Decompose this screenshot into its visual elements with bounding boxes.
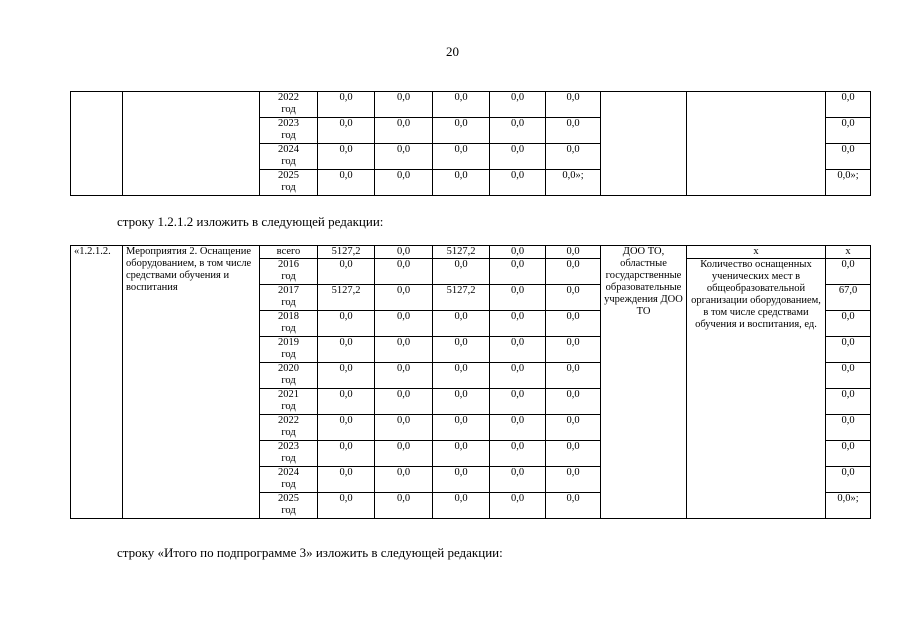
value-cell: 0,0 bbox=[318, 363, 375, 389]
year-cell bbox=[260, 92, 318, 118]
value-cell: 0,0 bbox=[433, 337, 490, 363]
value-cell: 0,0 bbox=[375, 118, 433, 144]
value-cell: 0,0 bbox=[546, 246, 601, 259]
value-cell: 0,0 bbox=[546, 493, 601, 519]
value-cell: 0,0 bbox=[546, 311, 601, 337]
indicator-value-cell: 0,0 bbox=[826, 441, 871, 467]
value-cell: 5127,2 bbox=[433, 246, 490, 259]
indicator-value-cell: 0,0 bbox=[826, 389, 871, 415]
value-cell: 0,0 bbox=[375, 337, 433, 363]
year-unit: год bbox=[281, 271, 296, 282]
year-value: 2024 bbox=[278, 144, 299, 155]
value-cell: 0,0 bbox=[318, 441, 375, 467]
year-unit: год bbox=[281, 427, 296, 438]
year-cell bbox=[260, 337, 318, 363]
value-cell: 0,0 bbox=[490, 118, 546, 144]
year-value: 2024 bbox=[278, 467, 299, 478]
total-label: всего bbox=[260, 246, 318, 259]
value-cell: 0,0 bbox=[433, 389, 490, 415]
continuation-table bbox=[70, 91, 871, 196]
year-unit: год bbox=[281, 182, 296, 193]
indicator-value-cell: 0,0 bbox=[826, 118, 871, 144]
indicator-value-cell: 0,0»; bbox=[826, 170, 871, 196]
year-value: 2021 bbox=[278, 389, 299, 400]
value-cell: 0,0 bbox=[375, 92, 433, 118]
value-cell: 0,0 bbox=[490, 493, 546, 519]
value-cell: 0,0 bbox=[375, 144, 433, 170]
indicator-header: х bbox=[687, 246, 826, 259]
value-cell: 0,0 bbox=[546, 92, 601, 118]
indicator-value-cell: 0,0 bbox=[826, 467, 871, 493]
value-cell: 0,0 bbox=[433, 441, 490, 467]
value-cell: 0,0 bbox=[318, 144, 375, 170]
value-cell: 0,0 bbox=[433, 363, 490, 389]
indicator-value-cell: 67,0 bbox=[826, 285, 871, 311]
year-unit: год bbox=[281, 156, 296, 167]
value-cell: 0,0 bbox=[546, 337, 601, 363]
year-cell bbox=[260, 441, 318, 467]
value-cell: 0,0 bbox=[490, 337, 546, 363]
year-unit: год bbox=[281, 453, 296, 464]
value-cell: 0,0 bbox=[490, 311, 546, 337]
value-cell: 0,0 bbox=[433, 144, 490, 170]
year-value: 2022 bbox=[278, 415, 299, 426]
value-cell: 0,0 bbox=[546, 363, 601, 389]
year-cell bbox=[260, 493, 318, 519]
value-cell: 0,0 bbox=[433, 311, 490, 337]
value-cell: 0,0 bbox=[375, 311, 433, 337]
year-value: 2017 bbox=[278, 285, 299, 296]
executor-cell: ДОО ТО, областные государственные образовательные учреждения ДОО ТО bbox=[601, 246, 687, 519]
instruction-text-2: строку «Итого по подпрограмме 3» изложить в следующей редакции: bbox=[117, 545, 503, 560]
year-cell bbox=[260, 285, 318, 311]
year-value: 2016 bbox=[278, 259, 299, 270]
indicator-value-cell: 0,0 bbox=[826, 363, 871, 389]
value-cell: 0,0 bbox=[375, 415, 433, 441]
year-cell bbox=[260, 311, 318, 337]
value-cell: 5127,2 bbox=[318, 246, 375, 259]
year-cell bbox=[260, 144, 318, 170]
value-cell: 0,0 bbox=[490, 144, 546, 170]
total-row bbox=[71, 246, 871, 259]
value-cell: 0,0 bbox=[375, 441, 433, 467]
value-cell: 0,0 bbox=[490, 285, 546, 311]
page-number: 20 bbox=[446, 44, 459, 59]
activity-name: Мероприятия 2. Оснащение оборудованием, в том числе средствами обучения и воспитания bbox=[123, 246, 260, 519]
value-cell: 0,0 bbox=[318, 92, 375, 118]
value-cell: 0,0 bbox=[318, 170, 375, 196]
indicator-value-cell: 0,0 bbox=[826, 144, 871, 170]
value-cell: 0,0 bbox=[546, 259, 601, 285]
value-cell: 0,0 bbox=[375, 170, 433, 196]
value-cell: 0,0 bbox=[546, 389, 601, 415]
value-cell: 0,0 bbox=[546, 285, 601, 311]
value-cell: 0,0 bbox=[433, 170, 490, 196]
indicator-value-cell: 0,0»; bbox=[826, 493, 871, 519]
empty-name-cell bbox=[123, 92, 260, 196]
year-value: 2023 bbox=[278, 441, 299, 452]
table-row bbox=[71, 92, 871, 118]
year-unit: год bbox=[281, 401, 296, 412]
indicator-description: Количество оснащенных ученических мест в общеобразовательной организации оборудованием, в том числе средствами обучения и воспитания, ед. bbox=[687, 259, 826, 519]
value-cell: 0,0 bbox=[490, 259, 546, 285]
value-cell: 0,0 bbox=[490, 441, 546, 467]
value-cell: 0,0 bbox=[318, 118, 375, 144]
year-value: 2018 bbox=[278, 311, 299, 322]
value-cell: 0,0 bbox=[490, 246, 546, 259]
value-cell: 0,0»; bbox=[546, 170, 601, 196]
year-value: 2019 bbox=[278, 337, 299, 348]
value-cell: 0,0 bbox=[318, 415, 375, 441]
value-cell: 0,0 bbox=[375, 246, 433, 259]
year-cell bbox=[260, 415, 318, 441]
empty-executor-cell bbox=[601, 92, 687, 196]
value-cell: 0,0 bbox=[433, 259, 490, 285]
year-cell bbox=[260, 170, 318, 196]
year-value: 2020 bbox=[278, 363, 299, 374]
value-cell: 5127,2 bbox=[433, 285, 490, 311]
year-value: 2025 bbox=[278, 170, 299, 181]
year-unit: год bbox=[281, 505, 296, 516]
value-cell: 0,0 bbox=[433, 118, 490, 144]
value-cell: 0,0 bbox=[318, 467, 375, 493]
value-cell: 0,0 bbox=[375, 285, 433, 311]
empty-indicator-cell bbox=[687, 92, 826, 196]
value-cell: 0,0 bbox=[318, 259, 375, 285]
year-unit: год bbox=[281, 349, 296, 360]
value-cell: 0,0 bbox=[375, 259, 433, 285]
year-unit: год bbox=[281, 130, 296, 141]
year-unit: год bbox=[281, 479, 296, 490]
year-cell bbox=[260, 363, 318, 389]
year-value: 2022 bbox=[278, 92, 299, 103]
value-cell: 0,0 bbox=[433, 415, 490, 441]
year-unit: год bbox=[281, 104, 296, 115]
activity-table bbox=[70, 245, 871, 519]
value-cell: 0,0 bbox=[433, 92, 490, 118]
value-cell: 0,0 bbox=[375, 467, 433, 493]
value-cell: 0,0 bbox=[318, 337, 375, 363]
activity-rows bbox=[71, 246, 871, 519]
indicator-value-cell: 0,0 bbox=[826, 337, 871, 363]
value-cell: 0,0 bbox=[546, 415, 601, 441]
instruction-text-1: строку 1.2.1.2 изложить в следующей редакции: bbox=[117, 214, 384, 229]
value-cell: 0,0 bbox=[546, 144, 601, 170]
year-unit: год bbox=[281, 323, 296, 334]
indicator-value-cell: 0,0 bbox=[826, 311, 871, 337]
value-cell: 0,0 bbox=[490, 363, 546, 389]
indicator-value-cell: 0,0 bbox=[826, 259, 871, 285]
year-value: 2025 bbox=[278, 493, 299, 504]
value-cell: 0,0 bbox=[318, 389, 375, 415]
value-cell: 0,0 bbox=[546, 118, 601, 144]
value-cell: 0,0 bbox=[490, 389, 546, 415]
indicator-value-cell: 0,0 bbox=[826, 415, 871, 441]
year-cell bbox=[260, 118, 318, 144]
value-cell: 0,0 bbox=[490, 92, 546, 118]
value-cell: 0,0 bbox=[546, 467, 601, 493]
year-unit: год bbox=[281, 375, 296, 386]
year-value: 2023 bbox=[278, 118, 299, 129]
indicator-value-cell: 0,0 bbox=[826, 92, 871, 118]
empty-number-cell bbox=[71, 92, 123, 196]
value-cell: 0,0 bbox=[375, 493, 433, 519]
activity-number: «1.2.1.2. bbox=[71, 246, 123, 519]
value-cell: 0,0 bbox=[318, 493, 375, 519]
value-cell: 0,0 bbox=[375, 389, 433, 415]
year-cell bbox=[260, 259, 318, 285]
continuation-rows bbox=[71, 92, 871, 196]
value-cell: 0,0 bbox=[490, 415, 546, 441]
year-cell bbox=[260, 467, 318, 493]
value-cell: 0,0 bbox=[490, 170, 546, 196]
value-cell: 0,0 bbox=[546, 441, 601, 467]
value-cell: 0,0 bbox=[318, 311, 375, 337]
value-cell: 5127,2 bbox=[318, 285, 375, 311]
indicator-value-header: х bbox=[826, 246, 871, 259]
year-cell bbox=[260, 389, 318, 415]
value-cell: 0,0 bbox=[433, 493, 490, 519]
value-cell: 0,0 bbox=[433, 467, 490, 493]
value-cell: 0,0 bbox=[490, 467, 546, 493]
value-cell: 0,0 bbox=[375, 363, 433, 389]
year-unit: год bbox=[281, 297, 296, 308]
